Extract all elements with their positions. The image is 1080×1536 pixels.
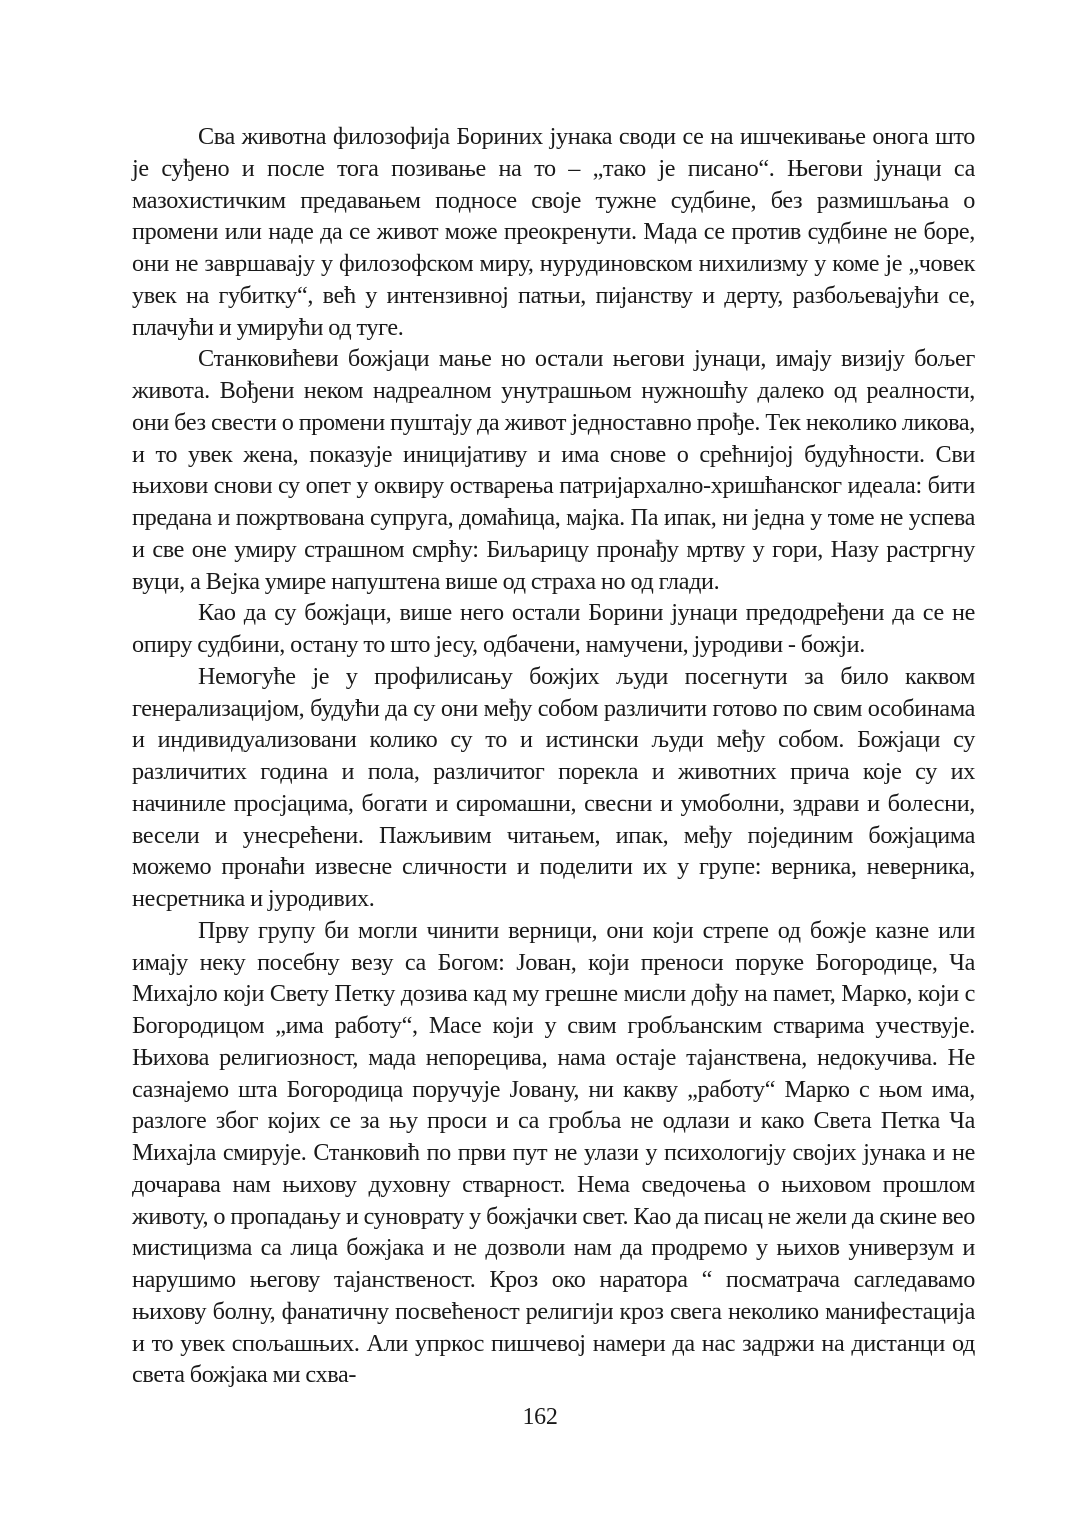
- paragraph-5: Прву групу би могли чинити верници, они који стрепе од божје казне или имају неку посебну везу са Богом: Јован, који преноси поруке Богородице, Ча Михајло који Свету Петку дозива кад му грешне мисли дођу на памет, Марко, који с Богородицом „има работу“, Масе који у свим гробљанским стварима учествује. Њихова религиозност, мада непорецива, нама остаје тајанствена, недокучива. Не сазнајемо шта Богородица поручује Јовану, ни какву „работу“ Марко с њом има, разлоге због којих се за њу проси и са гробља не одлази и како Света Петка Ча Михајла смирује. Станковић по први пут не улази у психологију својих јунака и не дочарава нам њихову духовну стварност. Нема сведочења о њиховом прошлом животу, о пропадању и суноврату у божјачки свет. Као да писац не жели да скине вео мистицизма са лица божјака и не дозволи нам да продремо у њихов универзум и нарушимо његову тајанственост. Кроз око наратора “ посматрача сагледавамо њихову болну, фанатичну посвећеност религији кроз свега неколико манифестација и то увек спољашњих. Али упркос пишчевој намери да нас задржи на дистанци од света божјака ми схва-: [132, 916, 976, 1389]
- paragraph-1: Сва животна филозофија Бориних јунака своди се на ишчекивање онога што је суђено и после тога позивање на то – „тако је писано“. Његови јунаци са мазохистичким предавањем подносе своје тужне судбине, без размишљања о промени или наде да се живот може преокренути. Мада се против судбине не боре, они не завршавају у филозофском миру, нурудиновском нихилизму у коме је „човек увек на губитку“, већ у интензивној патњи, пијанству и дерту, разбољевајући се, плачући и умирући од туге.: [132, 123, 975, 341]
- body-text: [132, 121, 975, 1391]
- page-number: 162: [522, 1404, 558, 1430]
- paragraph-3: Као да су божјаци, више него остали Борини јунаци предодређени да се не опиру судбини, остану то што јесу, одбачени, намучени, јуродиви - божји.: [132, 599, 975, 658]
- paragraph-2: Станковићеви божјаци мање но остали његови јунаци, имају визију бољег живота. Вођени неком надреалном унутрашњом нужношћу далеко од реалности, они без свести о промени пуштају да живот једноставно прође. Тек неколико ликова, и то увек жена, показује иницијативу и има снове о срећнијој будућности. Сви њихови снови су опет у оквиру остварења патријархално-хришћанског идеала: бити предана и пожртвована супруга, домаћица, мајка. Па ипак, ни једна у томе не успева и све оне умиру страшном смрћу: Биљарицу пронађу мртву у гори, Назу растргну вуци, а Вејка умире напуштена више од страха но од глади.: [132, 345, 975, 595]
- paragraph-4: Немогуће је у профилисању божјих људи посегнути за било каквом генерализацијом, будући да су они међу собом различити готово по свим особинама и индивидуализовани колико су то и истински људи међу собом. Божјаци су различитих година и пола, различитог порекла и животних прича које су их начиниле просјацима, богати и сиромашни, свесни и умоболни, здрави и болесни, весели и унесрећени. Пажљивим читањем, ипак, међу појединим божјацима можемо пронаћи извесне сличности и поделити их у групе: верника, неверника, несретника и јуродивих.: [132, 662, 975, 912]
